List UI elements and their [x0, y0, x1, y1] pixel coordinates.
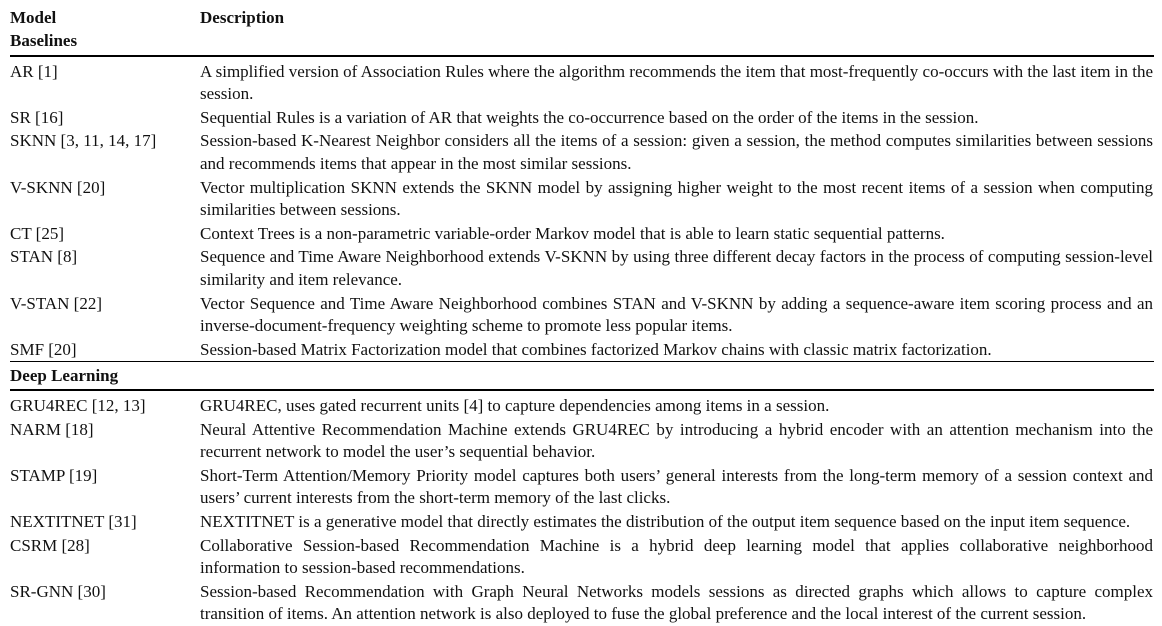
- table-row: [10, 464, 1154, 510]
- model-description: Neural Attentive Recommendation Machine extends GRU4REC by introducing a hybrid encoder with an attention mechanism into the recurrent network to model the user’s sequential behavior.: [200, 420, 1153, 462]
- model-description: Context Trees is a non-parametric variable-order Markov model that is able to learn static sequential patterns.: [200, 223, 945, 243]
- table-row: [10, 105, 1154, 129]
- model-name: AR [1]: [10, 61, 58, 81]
- model-description: Sequential Rules is a variation of AR that weights the co-occurrence based on the order of the items in the session.: [200, 107, 979, 127]
- description-column-header: Description: [200, 8, 285, 27]
- table-row: [10, 175, 1154, 221]
- model-name: CSRM [28]: [10, 536, 90, 556]
- table-row: [10, 129, 1154, 175]
- model-name: SMF [20]: [10, 339, 77, 359]
- model-description: Vector Sequence and Time Aware Neighborhood combines STAN and V-SKNN by adding a sequence-aware item scoring process and an inverse-document-frequency weighting scheme to promote less popular items.: [200, 293, 1153, 335]
- table-row: [10, 221, 1154, 245]
- model-description: Vector multiplication SKNN extends the SKNN model by assigning higher weight to the most recent items of a session when computing similarities between sessions.: [200, 177, 1153, 219]
- model-description: Short-Term Attention/Memory Priority model captures both users’ general interests from the long-term memory of a session context and users’ current interests from the short-term memory of the last clicks.: [200, 466, 1153, 508]
- table-row: [10, 510, 1154, 534]
- model-name: SR [16]: [10, 107, 64, 127]
- model-description: A simplified version of Association Rules where the algorithm recommends the item that most-frequently co-occurs with the last item in the session.: [200, 61, 1153, 103]
- table-row: [10, 245, 1154, 291]
- table-row: [10, 390, 1154, 417]
- model-description: Collaborative Session-based Recommendation Machine is a hybrid deep learning model that applies collaborative neighborhood information to session-based recommendations.: [200, 536, 1153, 578]
- model-column-header: Model: [10, 8, 57, 27]
- section-title: Baselines: [10, 29, 1154, 55]
- model-name: NEXTITNET [31]: [10, 512, 137, 532]
- table-row: [10, 418, 1154, 464]
- model-description: Session-based Recommendation with Graph Neural Networks models sessions as directed graphs which allows to capture complex transition of items. An attention network is also deployed to fuse the global preference and the local interest of the current session.: [200, 582, 1153, 624]
- model-name: GRU4REC [12, 13]: [10, 396, 146, 416]
- models-table: [10, 4, 1154, 626]
- model-name: SKNN [3, 11, 14, 17]: [10, 131, 157, 151]
- model-name: V-STAN [22]: [10, 293, 102, 313]
- column-header-row: [10, 4, 1154, 29]
- model-description: Session-based K-Nearest Neighbor considers all the items of a session: given a session, the method computes similarities between sessions and recommends items that appear in the most similar sessions.: [200, 131, 1153, 173]
- model-name: STAMP [19]: [10, 466, 98, 486]
- model-name: V-SKNN [20]: [10, 177, 106, 197]
- model-name: SR-GNN [30]: [10, 582, 106, 602]
- model-name: NARM [18]: [10, 420, 94, 440]
- section-title: Deep Learning: [10, 361, 1154, 390]
- model-description: Sequence and Time Aware Neighborhood extends V-SKNN by using three different decay factors in the process of computing session-level similarity and item relevance.: [200, 247, 1153, 289]
- table-row: [10, 580, 1154, 626]
- model-description: NEXTITNET is a generative model that directly estimates the distribution of the output item sequence based on the input item sequence.: [200, 512, 1131, 532]
- table-row: [10, 56, 1154, 106]
- model-description: Session-based Matrix Factorization model that combines factorized Markov chains with classic matrix factorization.: [200, 339, 992, 359]
- section-header-row: [10, 361, 1154, 390]
- table-row: [10, 534, 1154, 580]
- model-name: STAN [8]: [10, 247, 78, 267]
- model-name: CT [25]: [10, 223, 64, 243]
- table-row: [10, 337, 1154, 361]
- section-header-row: [10, 29, 1154, 55]
- model-description: GRU4REC, uses gated recurrent units [4] to capture dependencies among items in a session.: [200, 396, 830, 416]
- table-row: [10, 291, 1154, 337]
